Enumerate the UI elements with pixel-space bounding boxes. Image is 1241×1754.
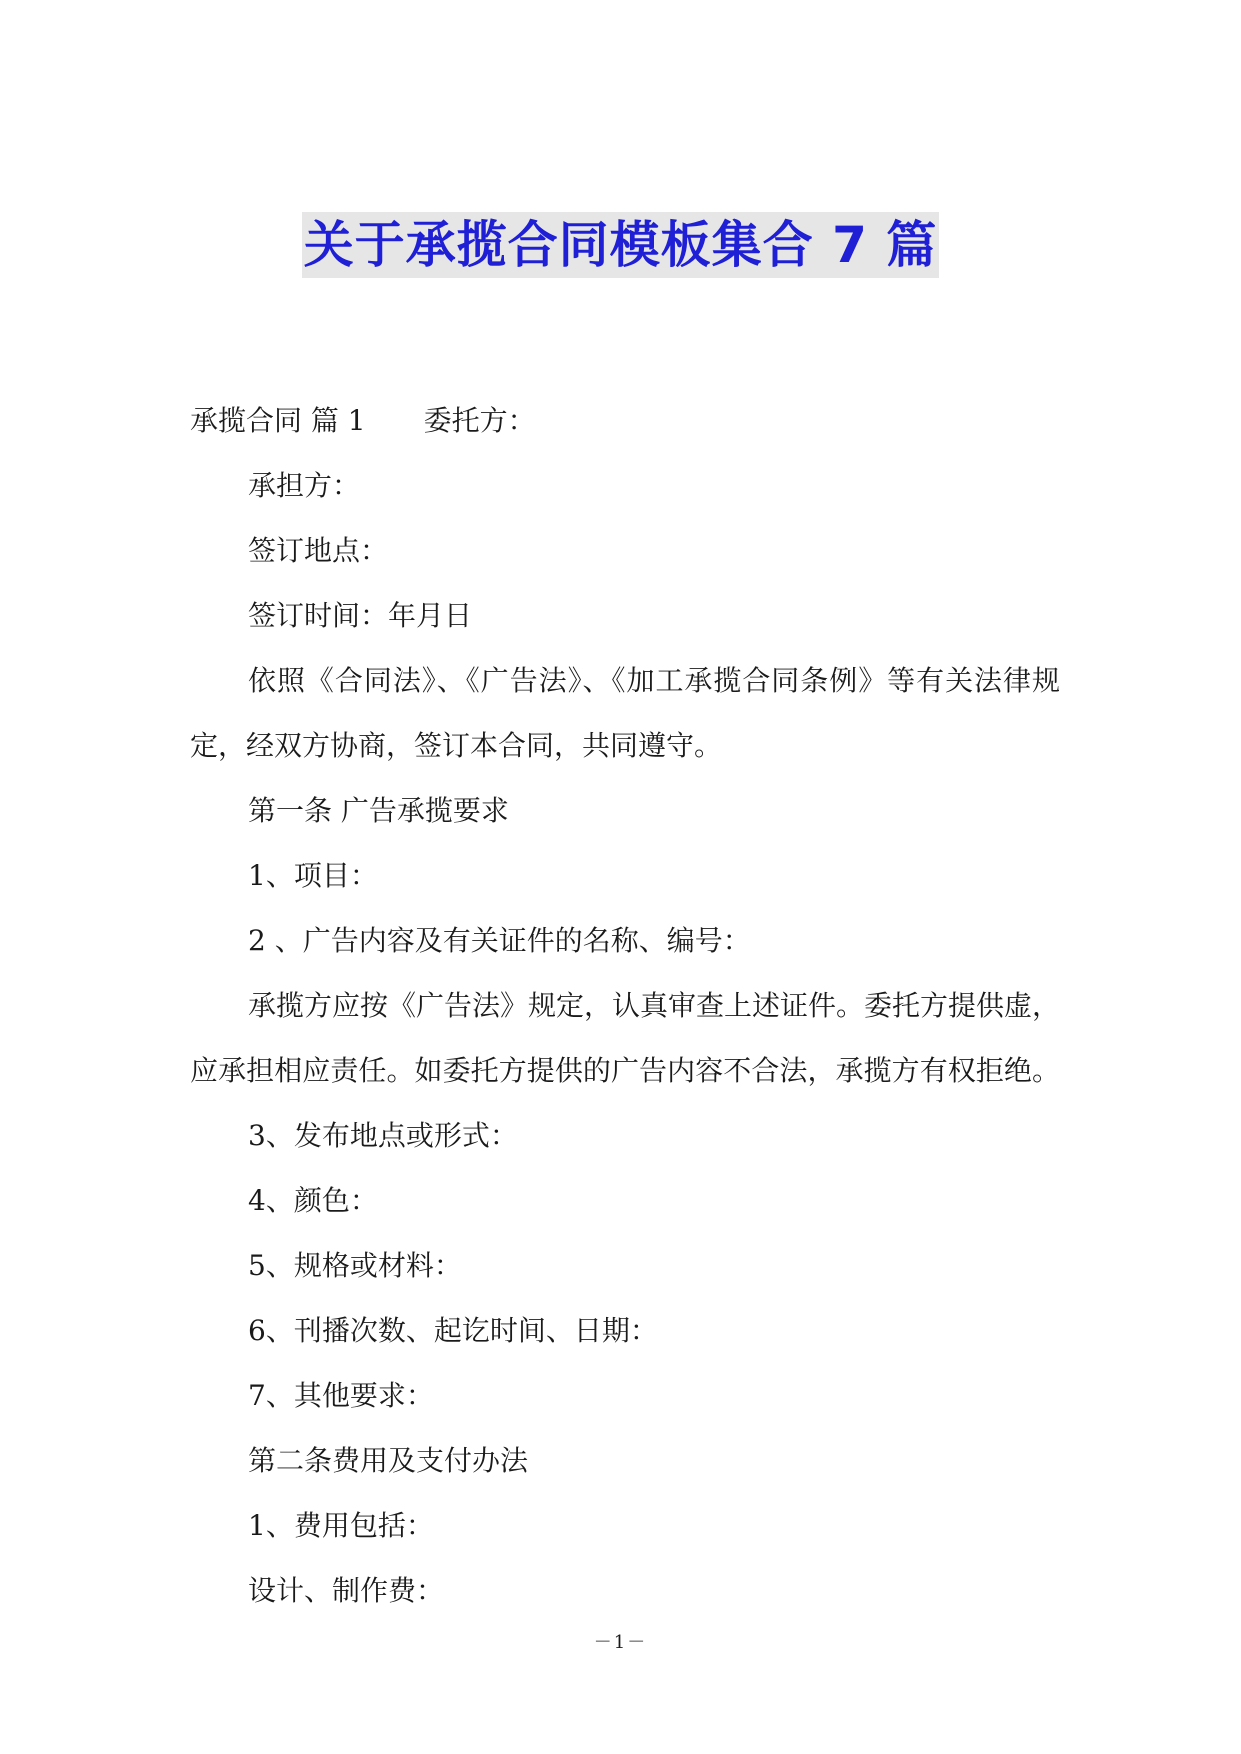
document-body — [190, 388, 1060, 1623]
document-title: 关于承揽合同模板集合 7 篇 — [302, 212, 940, 278]
paragraph-line — [190, 388, 1060, 453]
article-heading: 第一条 广告承揽要求 — [248, 794, 509, 827]
list-item: 5、规格或材料： — [248, 1249, 462, 1282]
list-item: 1、项目： — [248, 859, 378, 892]
list-item: 3、发布地点或形式： — [248, 1119, 518, 1152]
paragraph-line: 定，经双方协商，签订本合同，共同遵守。 — [190, 729, 723, 762]
page-number: －1－ — [593, 1632, 648, 1653]
paragraph-line: 应承担相应责任。如委托方提供的广告内容不合法，承揽方有权拒绝。 — [190, 1054, 1060, 1087]
paragraph-line: 签订时间：年月日 — [248, 599, 473, 632]
client-party-label: 委托方： — [423, 404, 536, 437]
title-container — [0, 212, 1241, 278]
paragraph-line: 承担方： — [248, 469, 361, 502]
list-item: 7、其他要求： — [248, 1379, 434, 1412]
list-item: 1、费用包括： — [248, 1509, 434, 1542]
paragraph-line: 依照《合同法》、《广告法》、《加工承揽合同条例》等有关法律规 — [248, 664, 1060, 697]
list-item: 设计、制作费： — [248, 1574, 445, 1607]
paragraph-line: 承揽方应按《广告法》规定，认真审查上述证件。委托方提供虚， — [248, 989, 1061, 1022]
paragraph-line: 签订地点： — [248, 534, 389, 567]
list-item: 4、颜色： — [248, 1184, 378, 1217]
list-item: 6、刊播次数、起讫时间、日期： — [248, 1314, 658, 1347]
list-item: 2 、广告内容及有关证件的名称、编号： — [248, 924, 751, 957]
article-heading: 第二条费用及支付办法 — [248, 1444, 529, 1477]
section-heading: 承揽合同 篇 1 — [190, 404, 366, 437]
